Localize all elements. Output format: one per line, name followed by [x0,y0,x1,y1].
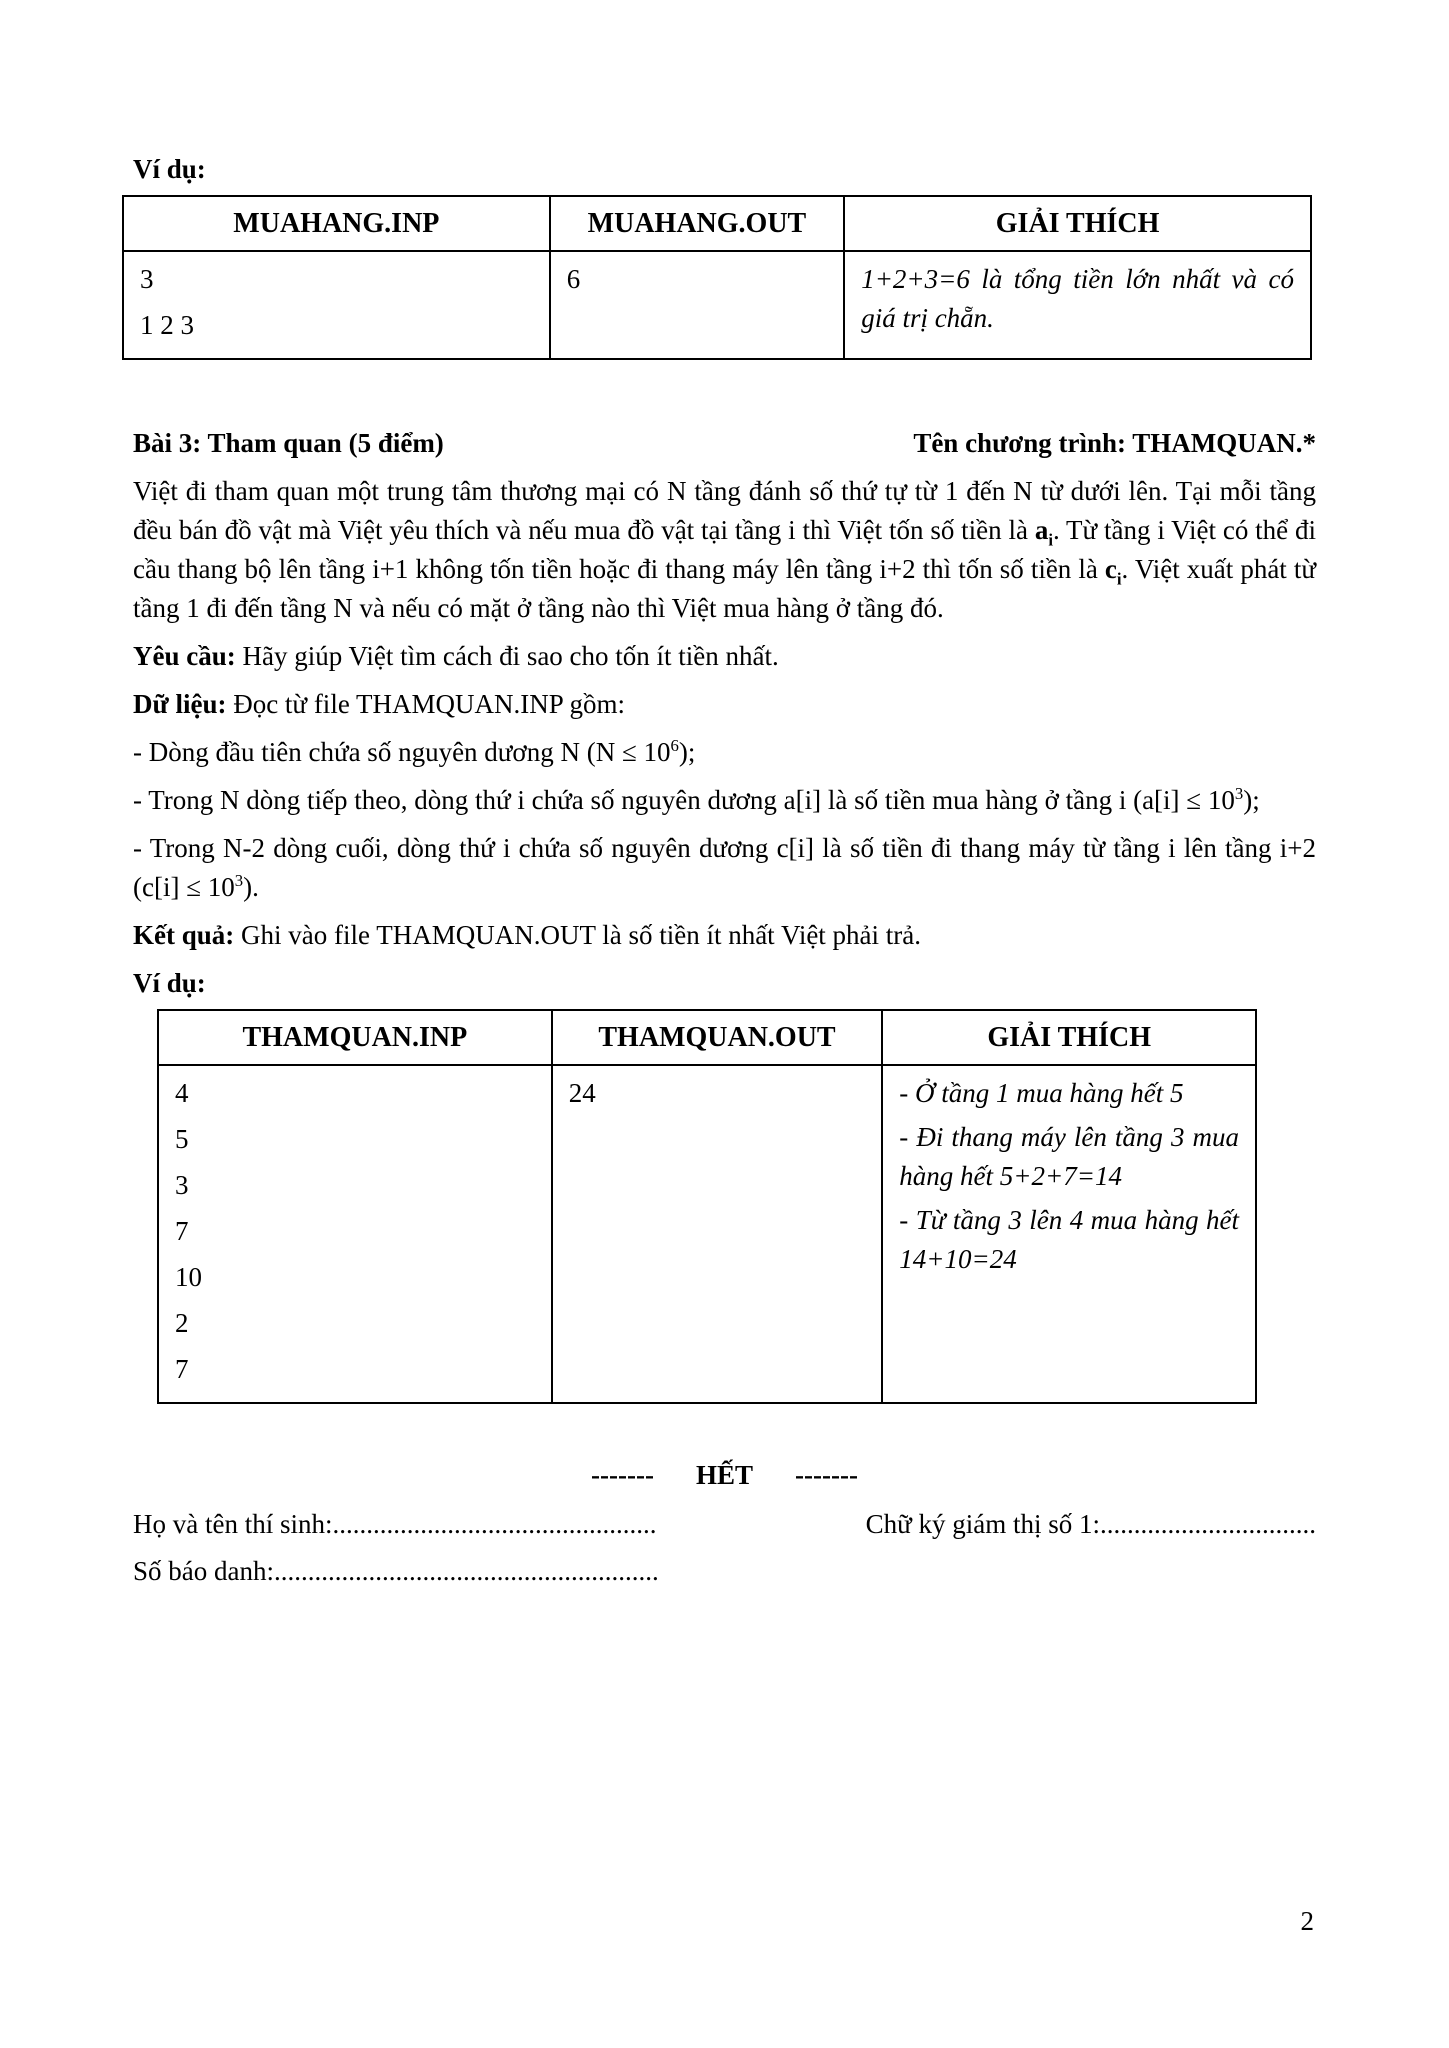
example1-label: Ví dụ: [133,154,206,184]
program-name: Tên chương trình: THAMQUAN.* [913,428,1316,458]
candidate-id-line: Số báo danh:......................................................... [133,1556,659,1586]
problem-heading-row [133,424,1316,463]
example1-header-input: MUAHANG.INP [123,196,550,251]
end-marker [133,1456,1316,1495]
signature-row [133,1505,1316,1544]
output-spec-text: Ghi vào file THAMQUAN.OUT là số tiền ít nhất Việt phải trả. [234,920,922,950]
example1-explanation-cell [844,251,1311,359]
input-line: 5 [175,1124,189,1154]
requirement-text: Hãy giúp Việt tìm cách đi sao cho tốn ít tiền nhất. [235,641,779,671]
input-line: 7 [175,1216,189,1246]
explanation-line: - Từ tầng 3 lên 4 mua hàng hết 14+10=24 [899,1205,1239,1274]
problem-title: Bài 3: Tham quan (5 điểm) [133,428,444,458]
example2-header-input: THAMQUAN.INP [158,1010,552,1065]
example2-table-body-row [158,1065,1256,1403]
page-content [133,150,1316,1591]
example2-table-header-row [158,1010,1256,1065]
statement-part-2: . Từ tầng i Việt có thể đi cầu thang bộ lên tầng i+1 không tốn tiền hoặc đi thang máy lên tầng i+2 thì tốn số tiền là [133,515,1316,584]
input-line: 2 [175,1308,189,1338]
exponent: 3 [1234,784,1244,803]
exponent: 3 [234,871,244,890]
input-line: 1 2 3 [140,310,194,340]
explanation-text: 1+2+3=6 là tổng tiền lớn nhất và có giá trị chẵn. [861,264,1294,333]
input-line: 7 [175,1354,189,1384]
input-line: 10 [175,1262,202,1292]
output-spec-label: Kết quả: [133,920,235,950]
examiner-signature-line: Chữ ký giám thị số 1:................................ [865,1509,1316,1539]
input-item-1: - Dòng đầu tiên chứa số nguyên dương N $(N \le 10^6)$; [133,736,696,767]
variable-c: $c_i$ [1104,554,1122,589]
example2-header-output: THAMQUAN.OUT [552,1010,883,1065]
variable-a: $a_i$ [1034,515,1053,550]
example1-header-output: MUAHANG.OUT [550,196,844,251]
explanation-line: - Ở tầng 1 mua hàng hết 5 [899,1078,1184,1108]
example1-table-body-row [123,251,1311,359]
input-spec-label: Dữ liệu: [133,689,227,719]
example2-explanation-cell [882,1065,1256,1403]
explanation-line: - Đi thang máy lên tầng 3 mua hàng hết 5+2+7=14 [899,1122,1239,1191]
input-line: 4 [175,1078,189,1108]
exponent: 6 [670,736,679,755]
input-item-3: - Trong N-2 dòng cuối, dòng thứ i chứa số nguyên dương c[i] là số tiền đi thang máy từ tầng i lên tầng i+2 $(c[i] \le 10^3)$. [133,833,1316,902]
output-value: 24 [568,1078,596,1108]
example2-header-explanation: GIẢI THÍCH [882,1010,1256,1065]
output-spec-line [133,916,1316,955]
example2-table [157,1009,1257,1404]
statement-part-3: . Việt xuất phát từ tầng 1 đi đến tầng N và nếu có mặt ở tầng nào thì Việt mua hàng ở tầng đó. [133,554,1316,623]
example1-table-header-row [123,196,1311,251]
input-line: 3 [140,264,154,294]
example2-label: Ví dụ: [133,968,206,998]
page-number: 2 [1300,1906,1314,1936]
input-line: 3 [175,1170,189,1200]
end-dashes-right: ------- [795,1460,858,1490]
example2-input-cell [158,1065,552,1403]
requirement-line [133,637,1316,676]
requirement-label: Yêu cầu: [133,641,236,671]
input-item-2: - Trong N dòng tiếp theo, dòng thứ i chứa số nguyên dương a[i] là số tiền mua hàng ở tầng i $(a[i] \le 10^3)$; [133,784,1260,815]
example1-table [122,195,1312,360]
example1-output-cell [550,251,844,359]
end-dashes-left: ------- [591,1460,654,1490]
input-spec-text: Đọc từ file THAMQUAN.INP gồm: [226,689,626,719]
example1-input-cell [123,251,550,359]
output-value: 6 [566,264,581,294]
input-spec-line [133,685,1316,724]
candidate-name-line: Họ và tên thí sinh:................................................ [133,1509,657,1539]
end-label: HẾT [695,1460,754,1490]
problem-statement [133,472,1316,628]
example2-output-cell [552,1065,883,1403]
statement-part-1: Việt đi tham quan một trung tâm thương mại có N tầng đánh số thứ tự từ 1 đến N từ dưới lên. Tại mỗi tầng đều bán đồ vật mà Việt yêu thích và nếu mua đồ vật tại tầng i thì Việt tốn số tiền là [133,476,1316,545]
example1-header-explanation: GIẢI THÍCH [844,196,1311,251]
